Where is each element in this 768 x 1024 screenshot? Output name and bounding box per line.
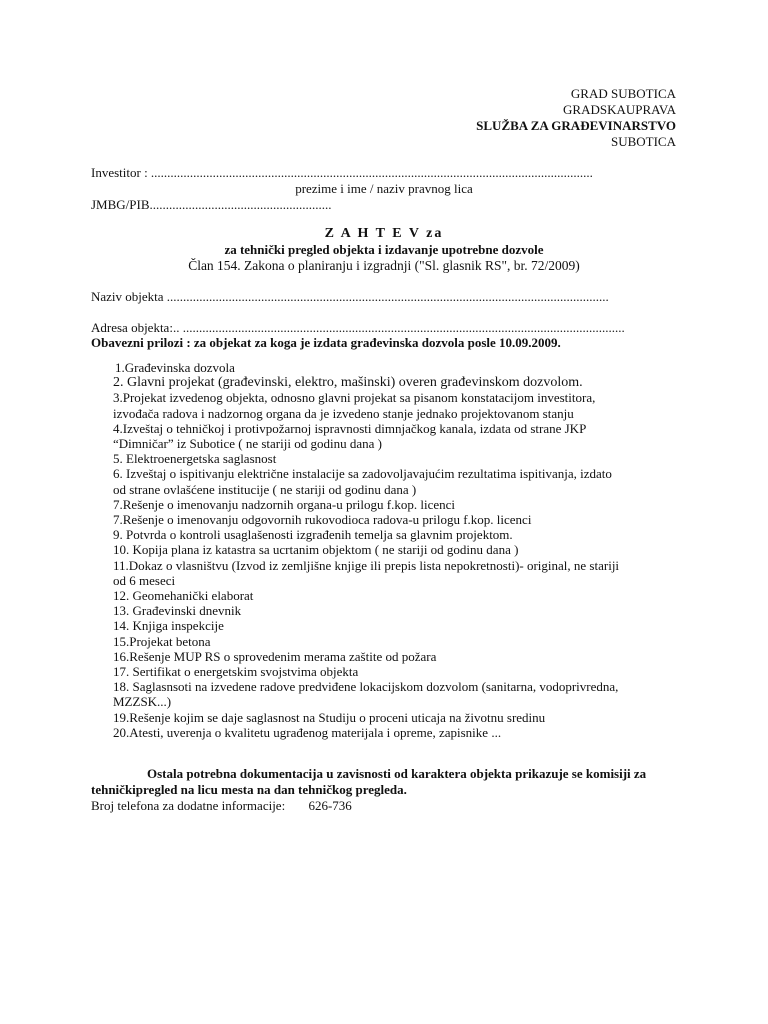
list-item: izvođača radova i nadzornog organa da je izvedeno stanje jednako projektovanom stanju [113, 405, 574, 421]
header-city: GRAD SUBOTICA [570, 86, 676, 101]
list-item: 18. Saglasnsoti na izvedene radove predviđene lokacijskom dozvolom (sanitarna, vodoprivredna, [113, 679, 619, 695]
list-item: 7.Rešenje o imenovanju odgovornih rukovodioca radova-u prilogu f.kop. licenci [113, 512, 532, 528]
list-item: MZZSK...) [113, 694, 172, 710]
phone-label: Broj telefona za dodatne informacije: [91, 798, 286, 813]
investitor-line: Investitor : ........................................................................................................................................ [91, 165, 593, 180]
document-header [476, 86, 676, 150]
list-item: 6. Izveštaj o ispitivanju električne instalacije sa zadovoljavajućim rezultatima ispitivanja, izdato [113, 466, 612, 482]
list-item: od strane ovlašćene institucije ( ne stariji od godinu dana ) [113, 481, 417, 497]
header-location: SUBOTICA [610, 134, 676, 149]
list-item: 7.Rešenje o imenovanju nadzornih organa-u prilogu f.kop. licenci [113, 496, 455, 512]
request-title: Z A H T E V za [324, 226, 444, 241]
list-item: 2. Glavni projekat (građevinski, elektro, mašinski) overen građevinskom dozvolom. [113, 375, 583, 391]
investitor-caption: prezime i ime / naziv pravnog lica [295, 181, 473, 196]
list-item: 4.Izveštaj o tehničkoj i protivpožarnoj ispravnosti dimnjačkog kanala, izdata od strane JKP [113, 420, 587, 436]
list-item: 10. Kopija plana iz katastra sa ucrtanim objektom ( ne stariji od godinu dana ) [113, 542, 519, 558]
list-item: 13. Građevinski dnevnik [113, 603, 242, 619]
list-item: 5. Elektroenergetska saglasnost [113, 451, 277, 467]
attachments-list [113, 360, 683, 740]
footer-contact [91, 798, 691, 814]
list-item: 14. Knjiga inspekcije [113, 618, 224, 634]
request-subtitle: za tehnički pregled objekta i izdavanje upotrebne dozvole [224, 242, 544, 257]
list-item: 15.Projekat betona [113, 633, 211, 649]
header-service: SLUŽBA ZA GRAĐEVINARSTVO [476, 118, 676, 133]
list-item: 16.Rešenje MUP RS o sprovedenim merama zaštite od požara [113, 648, 437, 664]
header-administration: GRADSKAUPRAVA [563, 102, 676, 117]
list-item: 19.Rešenje kojim se daje saglasnost na Studiju o proceni uticaja na životnu sredinu [113, 709, 546, 725]
object-address-line: Adresa objekta:.. ........................................................................................................................................ [91, 320, 625, 335]
list-item: 17. Sertifikat o energetskim svojstvima objekta [113, 664, 359, 680]
list-item: 20.Atesti, uverenja o kvalitetu ugrađenog materijala i opreme, zapisnike ... [113, 724, 502, 740]
jmbg-line: JMBG/PIB........................................................ [91, 197, 332, 212]
list-item: 1.Građevinska dozvola [115, 360, 235, 375]
list-item: 11.Dokaz o vlasništvu (Izvod iz zemljišne knjige ili prepis lista nepokretnosti)- original, ne stariji [113, 557, 620, 573]
object-name-line: Naziv objekta ........................................................................................................................................ [91, 289, 609, 304]
list-item: 9. Potvrda o kontroli usaglašenosti izgrađenih temelja sa glavnim projektom. [113, 527, 513, 543]
footer-note: Ostala potrebna dokumentacija u zavisnosti od karaktera objekta prikazuje se komisiji za tehničkipregled na licu mesta na dan tehničkog pregleda. [91, 766, 647, 797]
list-item: “Dimničar” iz Subotice ( ne stariji od godinu dana ) [113, 436, 382, 452]
attachments-heading: Obavezni prilozi : za objekat za koga je izdata građevinska dozvola posle 10.09.2009. [91, 335, 561, 350]
list-item: 3.Projekat izvedenog objekta, odnosno glavni projekat sa pisanom konstatacijom investitora, [113, 390, 596, 406]
request-law-reference: Član 154. Zakona o planiranju i izgradnji ("Sl. glasnik RS", br. 72/2009) [188, 258, 580, 273]
list-item: od 6 meseci [113, 572, 176, 588]
document-footer [91, 766, 691, 814]
phone-number: 626-736 [308, 798, 352, 813]
list-item: 12. Geomehanički elaborat [113, 588, 254, 604]
